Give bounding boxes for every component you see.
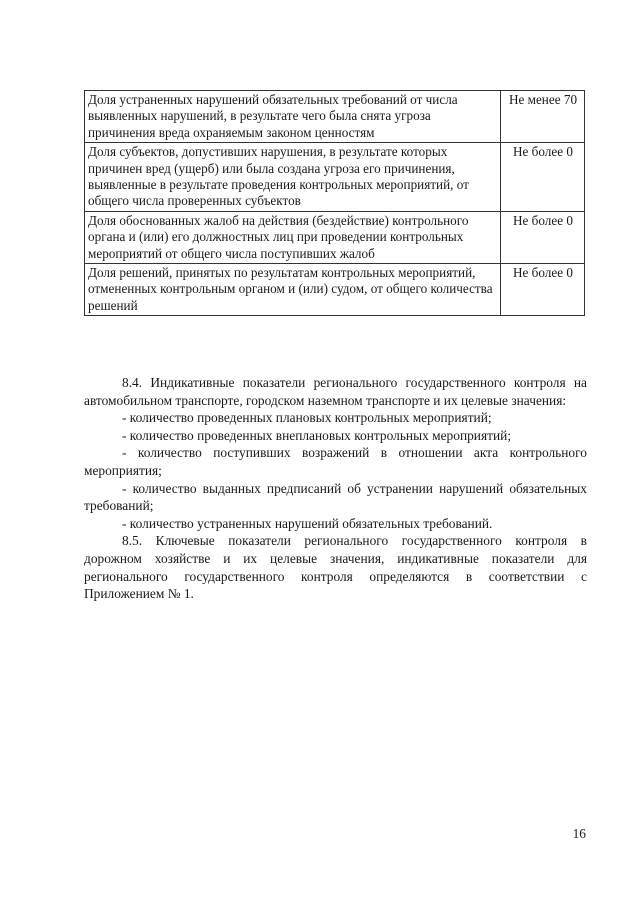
table-row xyxy=(85,264,585,316)
page-number: 16 xyxy=(572,826,586,841)
table-cell-value: Не более 0 xyxy=(501,143,585,212)
table-cell-value: Не более 0 xyxy=(501,264,585,316)
list-item: - количество выданных предписаний об устранении нарушений обязательных требований; xyxy=(84,480,587,514)
section-8-4-intro: 8.4. Индикативные показатели регионального государственного контроля на автомобильном транспорте, городском наземном транспорте и их целевые значения: xyxy=(84,375,587,408)
table-row xyxy=(85,143,585,212)
table-cell-description: Доля решений, принятых по результатам контрольных мероприятий, отмененных контрольным органом и (или) судом, от общего количества решений xyxy=(85,264,501,316)
table-cell-description: Доля устраненных нарушений обязательных требований от числа выявленных нарушений, в результате чего была снята угроза причинения вреда охраняемым законом ценностям xyxy=(85,91,501,143)
table-cell-description: Доля субъектов, допустивших нарушения, в результате которых причинен вред (ущерб) или была создана угроза его причинения, выявленные в результате проведения контрольных мероприятий, от общего числа проверенных субъектов xyxy=(85,143,501,212)
body-text xyxy=(84,374,587,603)
table-row xyxy=(85,91,585,143)
indicators-table xyxy=(84,90,585,316)
list-item: - количество устраненных нарушений обязательных требований. xyxy=(122,515,493,531)
list-item: - количество поступивших возражений в отношении акта контрольного мероприятия; xyxy=(84,445,587,478)
table-cell-value: Не более 0 xyxy=(501,211,585,263)
list-item: - количество проведенных внеплановых контрольных мероприятий; xyxy=(122,427,512,443)
table-cell-value: Не менее 70 xyxy=(501,91,585,143)
table-cell-description: Доля обоснованных жалоб на действия (бездействие) контрольного органа и (или) его должностных лиц при проведении контрольных мероприятий от общего числа поступивших жалоб xyxy=(85,211,501,263)
table-row xyxy=(85,211,585,263)
section-8-5-text: 8.5. Ключевые показатели регионального государственного контроля в дорожном хозяйстве и их целевые значения, индикативные показатели для регионального государственного контроля определяются в соответствии с Приложением № 1. xyxy=(84,533,587,602)
list-item: - количество проведенных плановых контрольных мероприятий; xyxy=(122,410,492,426)
